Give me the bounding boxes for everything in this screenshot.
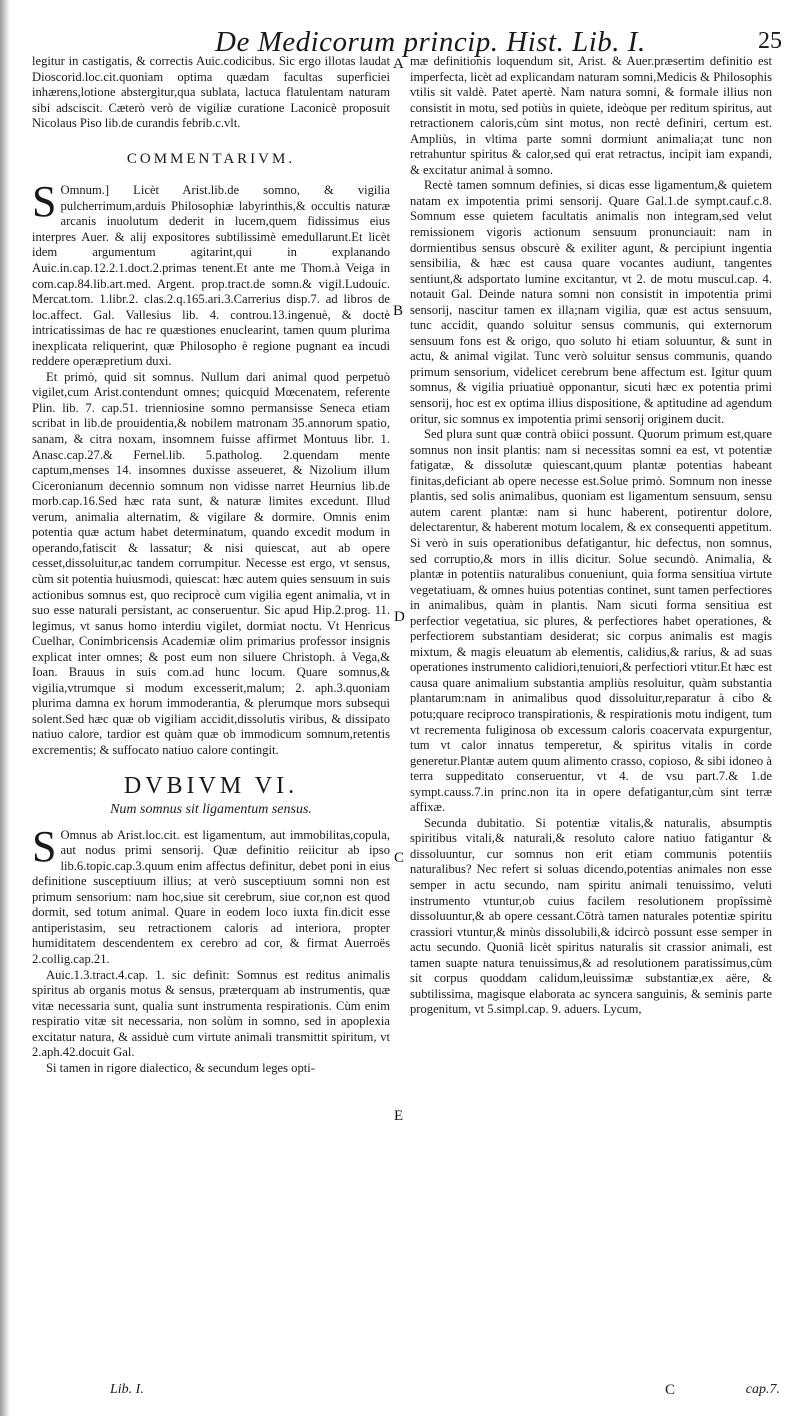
running-header bbox=[0, 26, 800, 56]
drop-cap: S bbox=[32, 177, 57, 227]
dubium-paragraph-1 bbox=[32, 821, 390, 968]
commentary-heading: COMMENTARIVM. bbox=[126, 150, 296, 167]
commentary-paragraph-1 bbox=[32, 177, 390, 370]
commentary-text-1: Omnum.] Licèt Arist.lib.de somno, & vigilia pulcherrimum,arduis Philosophiæ labyrinthis,& occultis naturæ arcanis inuolutum dederit in lucem,quem fidissimus eius interpres Auer. & alij expositores subtilissimè emedullarunt.Et licèt idem argumentum agitarint,qui in explanando Auic.in.cap.12.2.1.doct.2.primas tenent.Et ante me Thom.à Veiga in com.cap.84.lib.art.med. Argent. prop.tract.de somn.& vigil.Ludouic. Mercat.tom. 1.libr.2. clas.2.q.165.ari.3.Carrerius disp.7. ad libros de loc.affect. Gal. Vallesius lib. 4. controu.13.ingenuè, & doctè intricatissimas de hac re quæstiones enuclearint, tamen quum plurima inexplicata reliquerint, quæ Philosopho è regione pugnant ea incudi reddere operæpretium duxi. bbox=[32, 183, 390, 369]
commentary-paragraph-2: Et primò, quid sit somnus. Nullum dari animal quod perpetuò vigilet,cum Arist.contendunt omnes; quicquid Mœcenatem, referente Plin. lib. 7. cap.51. trienniosine somno permansisse Seneca etiam scribat in lib.de prouidentia,& nobilem matronam 35.annorum spatio, sanam, & citra noxam, insomnem fuisse affirmet Montuus libr. 1. Anasc.cap.27.& Fernel.lib. 5.patholog. 2.quendam mente captum,menses 14. insomnes duxisse asseueret, & Nizolium illum Ciceronianum decennio somnum non vidisse narret Heurnius lib.de morb.cap.16.Sed hæc rata sunt, & naturæ limites excedunt. Illud verum, animalia alternatim, & vigilare & dormire. Omnis enim potentia quæ actum habet determinatum, quando excedit modum in operando,fatiscit & lassatur; & nisi quiescat, aut ab opere cesset,dissoluitur,ac tandem corrumpitur. Necesse est ergo, vt sensus, cùm sit potentia huiusmodi, quiescat: hæc autem quies sensuum in suis actionibus somnus est, quo reciprocè cum vigilia egent animalia, vt in suo esse naturali persistant, ac conseruentur. Sic apud Hip.2.prog. 11. legimus, vt sanus homo interdiu vigilet, dormiat noctu. Vt Henricus Cuelhar, Conimbricensis Academiæ olim primarius professor insignis explicat inter omnes; & post eum non siluere Christoph. à Vega,& Ioan. Brauus in suis com.ad hunc locum. Quare somnus,& vigilia,vtrumque si modum excesserit,malum; 2. aph.3.quoniam plurima damna ex horum immoderantia, & plerumque mors subsequi solent.Sed hæc quæ ob vigiliam accidit,dissolutis viribus, & dissipato natiuo calore, tardior est quàm quæ ob immodicum somnum,retentis excrementis; & suffocato natiuo calore contingit. bbox=[32, 369, 390, 757]
page-number: 25 bbox=[758, 28, 782, 54]
right-paragraph-4: Secunda dubitatio. Si potentiæ vitalis,& naturalis, absumptis spiritibus vitali,& naturali,& resoluto calore natiuo fatigantur & dissoluuntur, cur somnus non erit etiam communis potentiis naturalibus? Nec refert si soluas dicendo,potentias animales non esse semper in actu secundo, nam spiritu animali tenuissimo, veluti instrumento vtuntur,ob cuius facilem resolutionem propîssimè dissoluuntur,& ab opere cessant.Cōtrà tamen naturales potentiæ spiritu crassiori vtuntur,& minùs dissolubili,& idcircò possunt esse semper in actu secundo. Quoniã licèt spiritus naturalis sit crassior animali, est tamen suapte natura tenuissimus,& ad resolutionem paratissimus,cùm sit corpus quoddam calidum,leuissimæ substantiæ,ex aëre, & subtilissima, magisque elaborata ac syncera sanguinis, & seminis parte progenitum, vt 5.simpl.cap. 9. aduers. Lycum, bbox=[410, 815, 772, 1017]
page-gutter-shadow bbox=[0, 0, 10, 1416]
right-paragraph-1: mæ definitionis loquendum sit, Arist. & Auer.præsertim definitio est imperfecta, licèt ad explicandam naturam somni,Medicis & Philosophis vtilis sit valdè. Patet apertè. Nam natura somni, & formale illius non consistit in motu, sed potiùs in quiete, ideòque per reditum spiritus, aut retractionem caloris,cùm sint motus, non rectè definiri, certum est. Ampliùs, in vltima parte somni dormiunt animalia;at tunc non retrahuntur spiritus & calor,sed qui erat retractus, incipit iam expandi, & excitatur animal à somno. bbox=[410, 54, 772, 177]
margin-marker-b: B bbox=[393, 303, 404, 319]
signature-mark: C bbox=[665, 1382, 676, 1398]
margin-marker-d: D bbox=[394, 609, 405, 625]
running-title: De Medicorum princip. Hist. Lib. I. bbox=[215, 26, 646, 58]
right-paragraph-3: Sed plura sunt quæ contrà obiici possunt. Quorum primum est,quare somnus non insit plantis: nam si necessitas somni ea est, vt potentiæ fatigatæ, & dissolutæ quiescant,quum plantæ potentias habeant finitas,deficiant ab opere necesse est.Solue primò. Somnum non inesse plantis, sed solis animalibus, quoniam est ligamentum sensuum, sensu autem carent plantæ: nam si hunc haberent, potirentur dolore, delectarentur, & haberent motum localem, & ex consequenti appetitum. Si verò in suis operationibus defatigantur, hic defectus, non somnus, sed corruptio,& mors in illis dicitur. Solue secundò. Animalia, & plantæ in potentiis naturalibus conueniunt, quia forma sensitiua virtute vegetatiuam, & omnes huius potentias continet, sunt tamen perfectiores in animalibus, quàm in plantis. Nam sicuti forma sensitiua est perfectior vegetatiua, sic plures, & perfectiores habet operationes, & perfectiorem substantiam desiderat; sic corpus animalis est magis mixtum, & magis eleuatum ab elementis, calidius,& rarius, & ad suas operationes instrumento calidiori,tenuiori,& perfectiori vtitur.Et hæc est causa quare animalium substantia ampliùs resoluitur, quàm substantia plantarum:nam in animalibus quod dissoluitur,reparatur à cibo & potu;quare reciproco transpirationis, & respirationis motu indigent, tum vt recrementa fuliginosa ob excessum caloris coacervata expurgentur, tum vt calor innatus temperetur, & spiritus vitalis in corde generetur.Plantæ autem quum alimento crasso, copioso, & sibi idoneo à terra suppeditato conseruentur, vt 4. de vsu part.7.& 1.de sympt.causs.7.in princ.non ita in opere defatigantur,cùm sint terræ affixæ. bbox=[410, 427, 772, 815]
margin-marker-a: A bbox=[393, 56, 404, 72]
dubium-heading: DVBIVM VI. bbox=[123, 772, 299, 799]
drop-cap: S bbox=[32, 821, 57, 871]
dubium-text-1: Omnus ab Arist.loc.cit. est ligamentum, aut immobilitas,copula, aut nodus primi sensorij. Quæ definitio reiicitur ab ipso lib.6.topic.cap.3.quum enim affectus definitur, debet poni in eius definitione susceptiuum illius; at verò susceptiuum somni non est primum sensorium: nam hoc,siue sit cerebrum, siue cor,non est quod dormit, sed totum animal. Quare in eodem loco iuxta fin.dicit esse antiperistasim, seu retractionem caloris ad interiora, propter humiditatem descendentem ex cerebro ad cor, & firmat Auerroës 2.collig.cap.21. bbox=[32, 827, 390, 966]
intro-paragraph: legitur in castigatis, & correctis Auic.codicibus. Sic ergo illotas laudat Dioscorid.loc.cit.quoniam optima quædam facultas superficiei inhærens,lotione abstergitur,qua sublata, lactuca flatulentam naturam sibi adsciscit. Cæterò verò de vigiliæ curatione Laconicè proposuit Nicolaus Piso lib.de curandis febrib.c.vlt. bbox=[32, 54, 390, 131]
footer-book-label: Lib. I. bbox=[110, 1382, 144, 1397]
catchword: cap.7. bbox=[745, 1382, 780, 1397]
dubium-subtitle: Num somnus sit ligamentum sensus. bbox=[110, 802, 312, 818]
right-column bbox=[410, 54, 772, 1372]
page-footer bbox=[0, 1376, 800, 1416]
dubium-paragraph-2: Auic.1.3.tract.4.cap. 1. sic definit: Somnus est reditus animalis spiritus ab organis motus & sensus, præterquam ab instrumentis, quæ vitæ necessaria sunt, qualia sunt instrumenta respirationis. Cùm enim respiratio vitæ sit necessaria, non solùm in somno, sed in apoplexia excitatur natura, & assiduè cum virtute animali transmittit spiritum, vt 2.aph.42.docuit Gal. bbox=[32, 967, 390, 1060]
margin-marker-e: E bbox=[394, 1108, 404, 1124]
left-column bbox=[32, 54, 390, 1372]
right-paragraph-2: Rectè tamen somnum definies, si dicas esse ligamentum,& quietem natam ex impotentia primi sensorij. Quare Gal.1.de sympt.cauf.c.8. Somnum esse quietem facultatis animalis non integram,sed velut remissionem vigoris actionum sensuum pronunciauit: nam in dormientibus sensus obscurè & exiliter agunt, & percipiunt ingentia sensibilia, & hæc est causa quare vocantes audiunt, tangentes sentiunt,& adsportato lumine excitantur, vt 2. de motu muscul.cap. 4. notauit Gal. Deinde natura somni non consistit in impotentia primi sensorij, nascitur tamen ex illa;nam vigilia, quæ est actus sensuum, tunc accidit, quando soluitur sensus communis, qui externorum sensuum fons est & origo, quo soluto hi etiam soluuntur, & sunt in actu, & animal vigilat. Tunc verò soluitur sensus communis, quando primum sensorium, videlicet cerebrum bene affectum est. Igitur quum somnus, & vigilia priuatiuè opponantur, sicuti hæc ex potentia primi sensorij, hoc est ex optima illius dispositione, & aptitudine ad agendum oritur, sic somnus ex impotentia primi sensorij originem ducit. bbox=[410, 178, 772, 426]
margin-marker-c: C bbox=[394, 850, 405, 866]
dubium-paragraph-3: Si tamen in rigore dialectico, & secundum leges opti- bbox=[46, 1060, 315, 1075]
